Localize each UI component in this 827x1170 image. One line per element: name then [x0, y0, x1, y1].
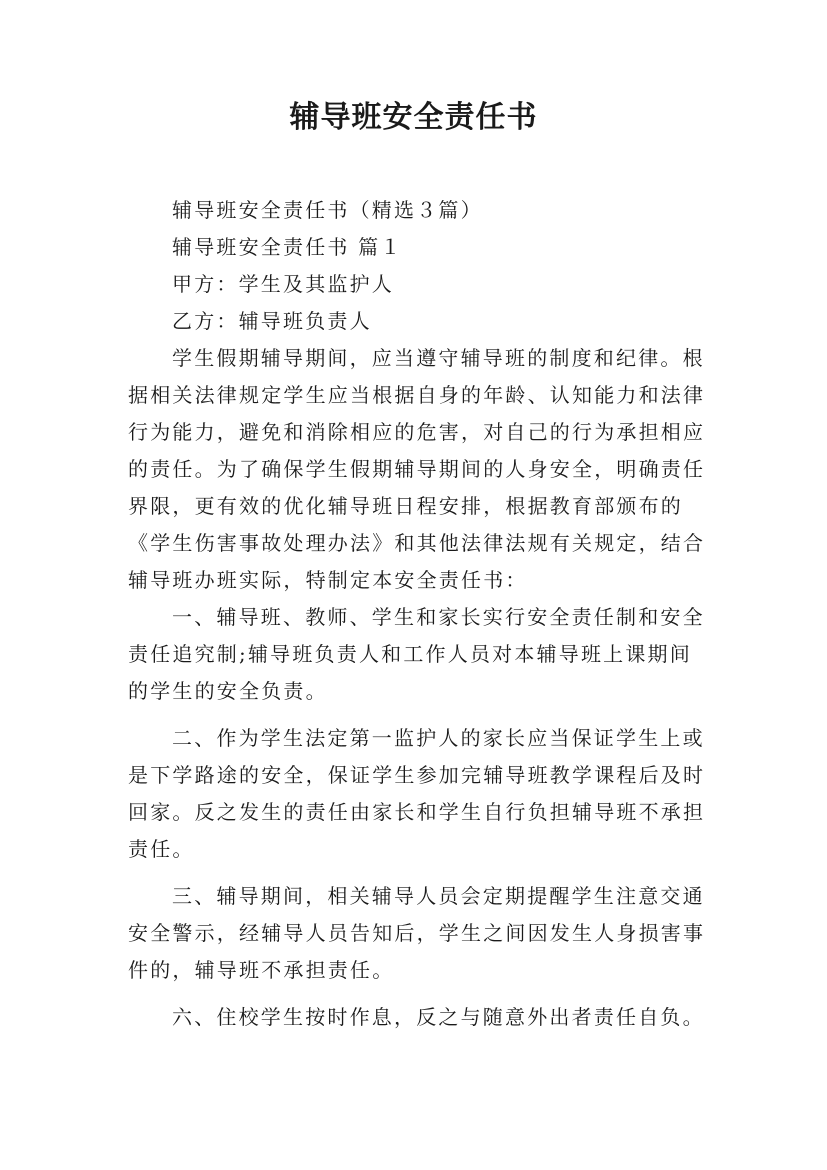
paragraph-line: 行为能力，避免和消除相应的危害，对自己的行为承担相应: [128, 420, 706, 444]
paragraph-line: 据相关法律规定学生应当根据自身的年龄、认知能力和法律: [128, 383, 706, 407]
paragraph-spacer: [128, 710, 712, 720]
document-body: [128, 192, 712, 1036]
paragraph-spacer: [128, 868, 712, 878]
section-heading: 辅导班安全责任书 篇１: [172, 235, 403, 259]
paragraph-line: 件的，辅导班不承担责任。: [128, 958, 395, 982]
paragraph-clause-6: [128, 999, 712, 1036]
paragraph-spacer: [128, 989, 712, 999]
paragraph-line: 六、住校学生按时作息，反之与随意外出者责任自负。: [172, 1005, 705, 1029]
paragraph-line: 责任。: [128, 837, 195, 861]
paragraph-clause-2: [128, 720, 712, 868]
paragraph-line: 辅导班办班实际，特制定本安全责任书：: [128, 568, 528, 592]
paragraph-line: 是下学路途的安全，保证学生参加完辅导班教学课程后及时: [128, 763, 706, 787]
paragraph-line: 的责任。为了确保学生假期辅导期间的人身安全，明确责任: [128, 457, 706, 481]
document-title: 辅导班安全责任书: [289, 100, 538, 135]
paragraph-clause-3: [128, 878, 712, 989]
party-a-line: 甲方：学生及其监护人: [172, 272, 394, 296]
paragraph-line: 二、作为学生法定第一监护人的家长应当保证学生上或: [172, 726, 705, 750]
paragraph-line: 的学生的安全负责。: [128, 679, 328, 703]
paragraph-line: 回家。反之发生的责任由家长和学生自行负担辅导班不承担: [128, 800, 706, 824]
paragraph-line: 一、辅导班、教师、学生和家长实行安全责任制和安全: [172, 605, 705, 629]
subtitle-line: 辅导班安全责任书（精选３篇）: [172, 198, 483, 222]
party-b-line: 乙方：辅导班负责人: [172, 309, 372, 333]
paragraph-clause-1: [128, 599, 712, 710]
paragraph-intro: [128, 340, 712, 599]
paragraph-line: 《学生伤害事故处理办法》和其他法律法规有关规定，结合: [128, 531, 706, 555]
paragraph-line: 责任追究制;辅导班负责人和工作人员对本辅导班上课期间: [128, 642, 692, 666]
paragraph-line: 安全警示，经辅导人员告知后，学生之间因发生人身损害事: [128, 921, 706, 945]
paragraph-line: 三、辅导期间，相关辅导人员会定期提醒学生注意交通: [172, 884, 705, 908]
paragraph-line: 界限，更有效的优化辅导班日程安排，根据教育部颁布的: [128, 494, 683, 518]
paragraph-line: 学生假期辅导期间，应当遵守辅导班的制度和纪律。根: [172, 346, 705, 370]
